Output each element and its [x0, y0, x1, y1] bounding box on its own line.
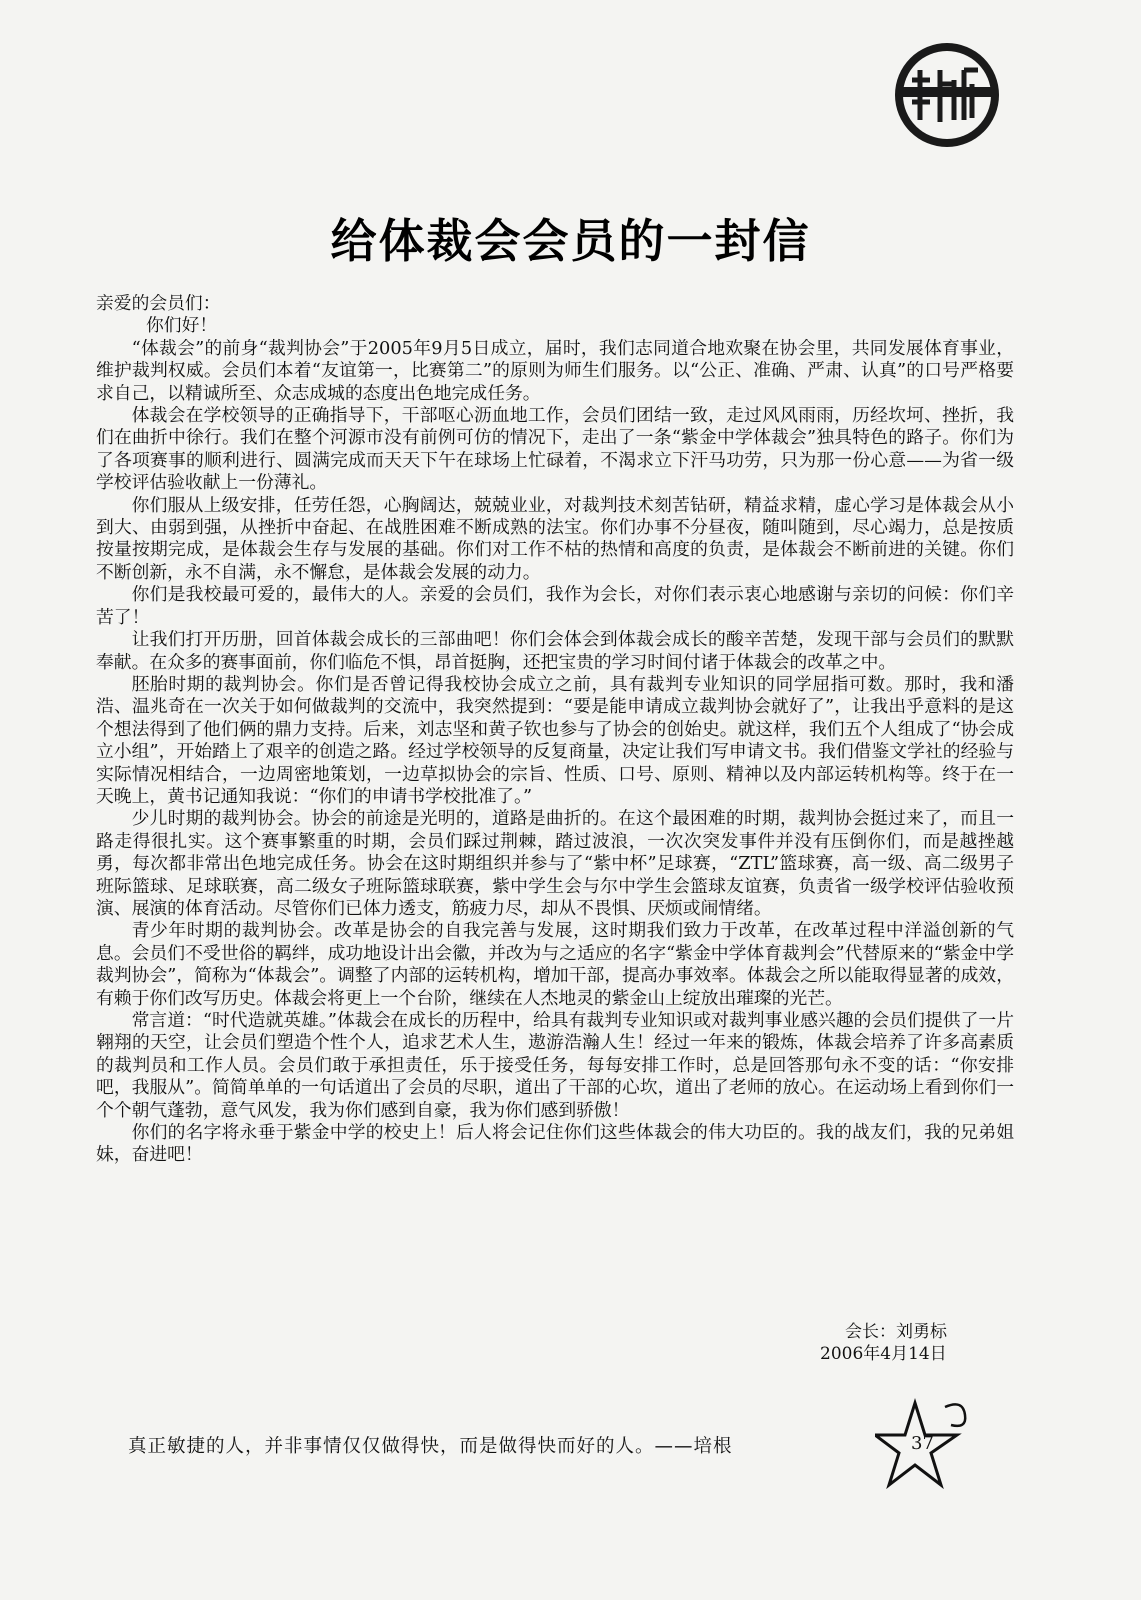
signature-line: 会长：刘勇标: [845, 1322, 947, 1342]
seal-logo-icon: [892, 40, 1002, 150]
greeting: 你们好！: [146, 315, 218, 337]
page-title: 给体裁会会员的一封信: [330, 214, 811, 268]
paragraph: 体裁会在学校领导的正确指导下，干部呕心沥血地工作，会员们团结一致，走过风风雨雨，历经坎坷、挫折，我们在曲折中徐行。我们在整个河源市没有前例可仿的情况下，走出了一条“紫金中学体裁会”独具特色的路子。你们为了各项赛事的顺利进行、圆满完成而天天下午在球场上忙碌着，不渴求立下汗马功劳，只为那一份心意——为省一级学校评估验收献上一份薄礼。: [96, 405, 1014, 494]
paragraph: 你们服从上级安排，任劳任怨，心胸阔达，兢兢业业，对裁判技术刻苦钻研，精益求精，虚心学习是体裁会从小到大、由弱到强，从挫折中奋起、在战胜困难不断成熟的法宝。你们办事不分昼夜，随叫随到，尽心竭力，总是按质按量按期完成，是体裁会生存与发展的基础。你们对工作不枯的热情和高度的负责，是体裁会不断前进的关键。你们不断创新，永不自满，永不懈怠，是体裁会发展的动力。: [96, 494, 1014, 583]
paragraph: “体裁会”的前身“裁判协会”于2005年9月5日成立，届时，我们志同道合地欢聚在协会里，共同发展体育事业，维护裁判权威。会员们本着“友谊第一，比赛第二”的原则为师生们服务。以“公正、准确、严肃、认真”的口号严格要求自己，以精诚所至、众志成城的态度出色地完成任务。: [96, 337, 1014, 404]
page-number-badge: [875, 1395, 985, 1495]
paragraph: 胚胎时期的裁判协会。你们是否曾记得我校协会成立之前，具有裁判专业知识的同学屈指可数。那时，我和潘浩、温兆奇在一次关于如何做裁判的交流中，我突然提到：“要是能申请成立裁判协会就好了”，让我出乎意料的是这个想法得到了他们俩的鼎力支持。后来，刘志坚和黄子钦也参与了协会的创始史。就这样，我们五个人组成了“协会成立小组”，开始踏上了艰辛的创造之路。经过学校领导的反复商量，决定让我们写申请文书。我们借鉴文学社的经验与实际情况相结合，一边周密地策划，一边草拟协会的宗旨、性质、口号、原则、精神以及内部运转机构等。终于在一天晚上，黄书记通知我说：“你们的申请书学校批准了。”: [96, 673, 1014, 807]
paragraph: 青少年时期的裁判协会。改革是协会的自我完善与发展，这时期我们致力于改革，在改革过程中洋溢创新的气息。会员们不受世俗的羁绊，成功地设计出会徽，并改为与之适应的名字“紫金中学体育裁判会”代替原来的“紫金中学裁判协会”，简称为“体裁会”。调整了内部的运转机构，增加干部，提高办事效率。体裁会之所以能取得显著的成效，有赖于你们改写历史。体裁会将更上一个台阶，继续在人杰地灵的紫金山上绽放出璀璨的光芒。: [96, 920, 1014, 1009]
letter-date: 2006年4月14日: [820, 1344, 947, 1364]
paragraph: 常言道：“时代造就英雄。”体裁会在成长的历程中，给具有裁判专业知识或对裁判事业感兴趣的会员们提供了一片翱翔的天空，让会员们塑造个性个人，追求艺术人生，遨游浩瀚人生！经过一年来的锻炼，体裁会培养了许多高素质的裁判员和工作人员。会员们敢于承担责任，乐于接受任务，每每安排工作时，总是回答那句永不变的话：“你安排吧，我服从”。简简单单的一句话道出了会员的尽职，道出了干部的心坎，道出了老师的放心。在运动场上看到你们一个个朝气蓬勃，意气风发，我为你们感到自豪，我为你们感到骄傲！: [96, 1010, 1014, 1121]
letter-body: [96, 293, 1014, 1167]
paragraph: 让我们打开历册，回首体裁会成长的三部曲吧！你们会体会到体裁会成长的酸辛苦楚，发现干部与会员们的默默奉献。在众多的赛事面前，你们临危不惧，昂首挺胸，还把宝贵的学习时间付诸于体裁会的改革之中。: [96, 629, 1014, 673]
page-number: 37: [911, 1433, 934, 1454]
paragraph: 少儿时期的裁判协会。协会的前途是光明的，道路是曲折的。在这个最困难的时期，裁判协会挺过来了，而且一路走得很扎实。这个赛事繁重的时期，会员们踩过荆棘，踏过波浪，一次次突发事件并没有压倒你们，而是越挫越勇，每次都非常出色地完成任务。协会在这时期组织并参与了“紫中杯”足球赛，“ZTL”篮球赛，高一级、高二级男子班际篮球、足球联赛，高二级女子班际篮球联赛，紫中学生会与尔中学生会篮球友谊赛，负责省一级学校评估验收预演、展演的体育活动。尽管你们已体力透支，筋疲力尽，却从不畏惧、厌烦或闹情绪。: [96, 808, 1014, 919]
paragraph: 你们的名字将永垂于紫金中学的校史上！后人将会记住你们这些体裁会的伟大功臣的。我的战友们，我的兄弟姐妹，奋进吧！: [96, 1122, 1014, 1166]
salutation: 亲爱的会员们：: [96, 293, 221, 314]
footer-quote: 真正敏捷的人，并非事情仅仅做得快，而是做得快而好的人。——培根: [128, 1436, 733, 1457]
signature-block: [820, 1321, 1020, 1365]
paragraph: 你们是我校最可爱的，最伟大的人。亲爱的会员们，我作为会长，对你们表示衷心地感谢与亲切的问候：你们辛苦了！: [96, 584, 1014, 628]
